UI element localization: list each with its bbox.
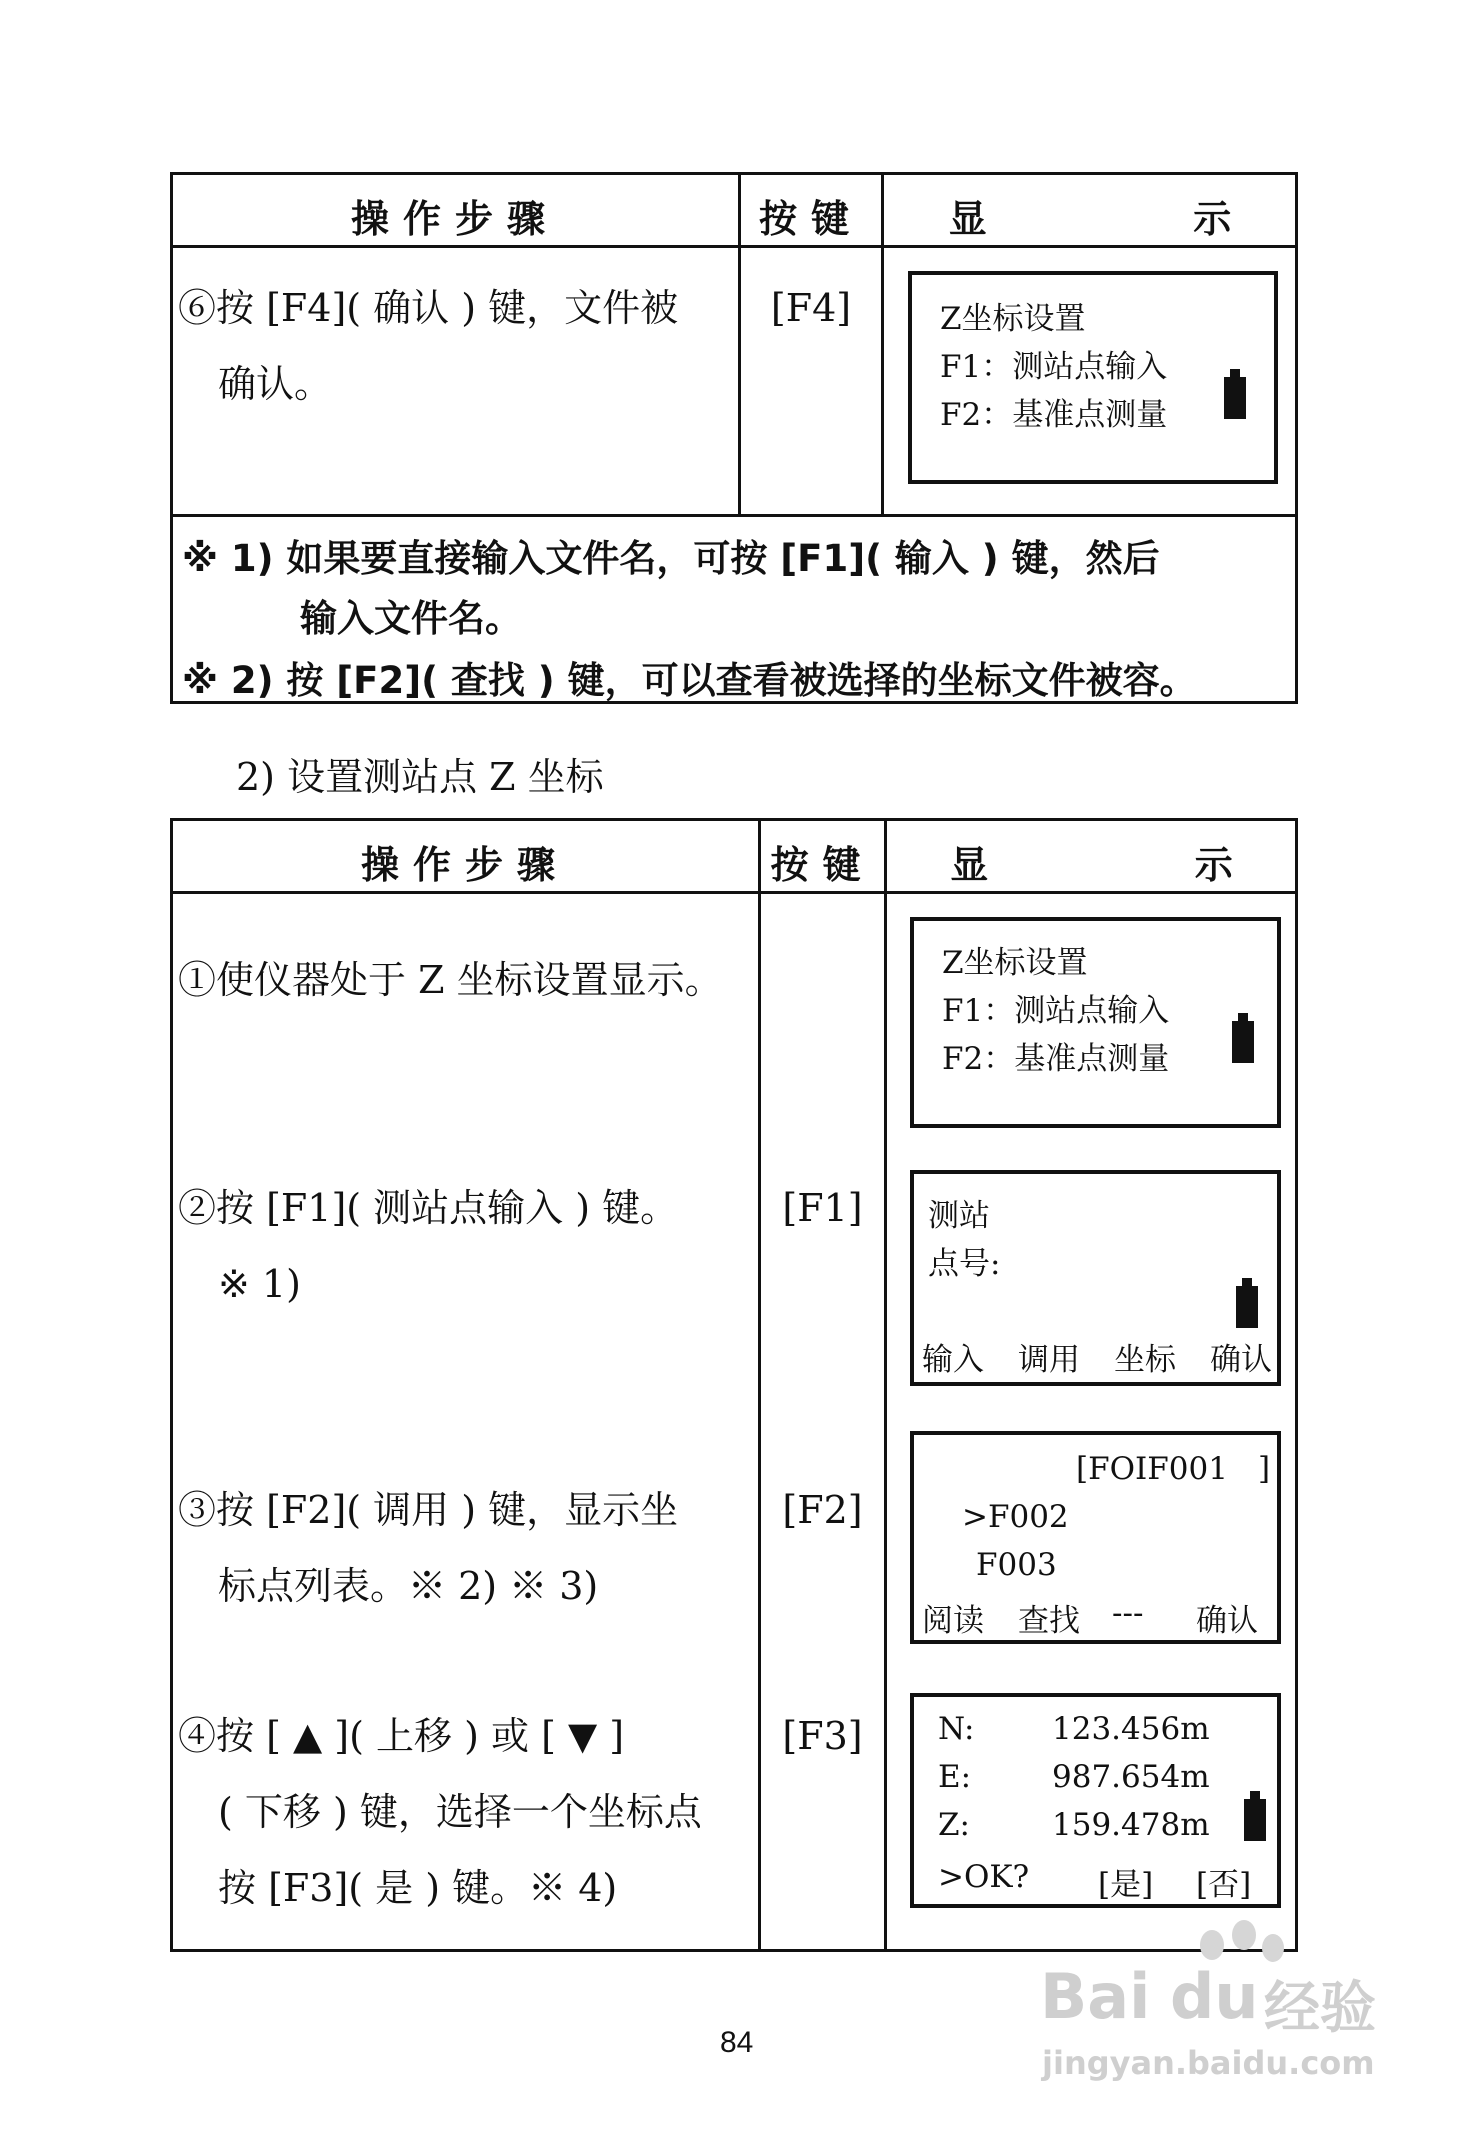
table-2-step-1-line-1: ①使仪器处于 Z 坐标设置显示。 xyxy=(178,958,723,1002)
table-2-screen-1 xyxy=(910,917,1281,1128)
table-2-header-rule xyxy=(170,891,1298,894)
battery-icon xyxy=(1236,1286,1258,1328)
battery-icon xyxy=(1232,1021,1254,1063)
point-number-label: 点号: xyxy=(928,1246,1001,1282)
table-2-screen-3 xyxy=(910,1431,1281,1644)
screen-title: Z坐标设置 xyxy=(942,945,1088,981)
table-1-note-2: ※ 2) 按 [F2]( 查找 ) 键，可以查看被选择的坐标文件被容。 xyxy=(182,659,1197,702)
table-2-step-4-line-1: ④按 [ ▲ ]( 上移 ) 或 [ ▼ ] xyxy=(178,1714,625,1758)
table-1-step-6-line-2: 确认。 xyxy=(218,362,333,406)
table-1-header-display-text: 显 示 xyxy=(948,197,1232,241)
softkey-coordinate: 坐标 xyxy=(1114,1342,1176,1378)
softkey-confirm: 确认 xyxy=(1210,1342,1272,1378)
table-2-step-4-line-2: ( 下移 ) 键，选择一个坐标点 xyxy=(218,1790,702,1834)
table-2-screen-2 xyxy=(910,1170,1281,1386)
paw-icon-toe xyxy=(1232,1920,1256,1950)
table-2-key-f2: [F2] xyxy=(782,1488,863,1532)
coord-n-value: 123.456m xyxy=(1052,1711,1210,1747)
table-2-key-f3: [F3] xyxy=(782,1714,863,1758)
table-2-step-3-line-2: 标点列表。※ 2) ※ 3) xyxy=(218,1564,599,1608)
table-1-header-steps: 操作步骤 xyxy=(350,197,559,241)
watermark-brand: Bai xyxy=(1040,1960,1151,2033)
confirm-prompt: >OK? xyxy=(938,1859,1030,1895)
section-heading: 2) 设置测站点 Z 坐标 xyxy=(236,755,604,799)
file-name-field: [FOIF001 xyxy=(1076,1451,1228,1487)
coord-e-value: 987.654m xyxy=(1052,1759,1210,1795)
table-2-step-2-line-2: ※ 1) xyxy=(218,1262,301,1306)
table-1-step-6-line-1: ⑥按 [F4]( 确认 ) 键，文件被 xyxy=(178,286,679,330)
coord-e-label: E: xyxy=(938,1759,972,1795)
table-2-header-steps: 操作步骤 xyxy=(360,843,569,887)
softkey-recall: 调用 xyxy=(1018,1342,1080,1378)
table-2-col-divider-1 xyxy=(758,818,761,1952)
list-item: F003 xyxy=(976,1547,1057,1583)
watermark-brand-2: du xyxy=(1170,1960,1259,2033)
battery-icon xyxy=(1244,1799,1266,1841)
file-name-field-end: ] xyxy=(1258,1451,1271,1487)
table-2-step-4-line-3: 按 [F3]( 是 ) 键。※ 4) xyxy=(218,1866,618,1910)
screen-title: 测站 xyxy=(928,1198,990,1234)
screen-title: Z坐标设置 xyxy=(940,301,1086,337)
list-item-selected: >F002 xyxy=(962,1499,1069,1535)
table-1-note-1: ※ 1) 如果要直接输入文件名，可按 [F1]( 输入 ) 键，然后 xyxy=(182,537,1160,580)
page-number: 84 xyxy=(720,2026,754,2059)
paw-icon-toe xyxy=(1262,1934,1284,1962)
table-1-header-keys: 按键 xyxy=(758,197,863,241)
table-2-header-display xyxy=(887,834,1296,889)
watermark-product: 经验 xyxy=(1264,1976,1376,2041)
screen-option-f1: F1：测站点输入 xyxy=(942,993,1170,1029)
screen-option-f2: F2：基准点测量 xyxy=(940,397,1168,433)
softkey-find: 查找 xyxy=(1018,1603,1080,1639)
table-2-screen-4 xyxy=(910,1693,1281,1908)
softkey-empty: --- xyxy=(1112,1595,1144,1631)
table-2-header-keys: 按键 xyxy=(770,843,875,887)
table-1-header-display xyxy=(884,188,1296,243)
table-2-key-f1: [F1] xyxy=(782,1186,863,1230)
table-1-note-1-continued: 输入文件名。 xyxy=(300,597,522,640)
table-2-col-divider-2 xyxy=(884,818,887,1952)
softkey-no: [否] xyxy=(1196,1867,1252,1903)
watermark-url: jingyan.baidu.com xyxy=(1042,2044,1375,2082)
coord-z-label: Z: xyxy=(938,1807,970,1843)
table-1-notes-rule xyxy=(170,514,1298,517)
screen-option-f2: F2：基准点测量 xyxy=(942,1041,1170,1077)
table-2-step-2-line-1: ②按 [F1]( 测站点输入 ) 键。 xyxy=(178,1186,679,1230)
softkey-confirm: 确认 xyxy=(1196,1603,1258,1639)
table-2-step-3-line-1: ③按 [F2]( 调用 ) 键，显示坐 xyxy=(178,1488,679,1532)
softkey-input: 输入 xyxy=(922,1342,984,1378)
screen-option-f1: F1：测站点输入 xyxy=(940,349,1168,385)
softkey-yes: [是] xyxy=(1098,1867,1154,1903)
table-1-header-rule xyxy=(170,245,1298,248)
coord-n-label: N: xyxy=(938,1711,975,1747)
battery-icon xyxy=(1224,377,1246,419)
coord-z-value: 159.478m xyxy=(1052,1807,1210,1843)
softkey-read: 阅读 xyxy=(922,1603,984,1639)
paw-icon xyxy=(1200,1930,1224,1960)
table-2-header-display-text: 显 示 xyxy=(950,843,1233,887)
table-1-display-screen xyxy=(908,271,1278,484)
table-1-key-f4: [F4] xyxy=(770,286,852,330)
